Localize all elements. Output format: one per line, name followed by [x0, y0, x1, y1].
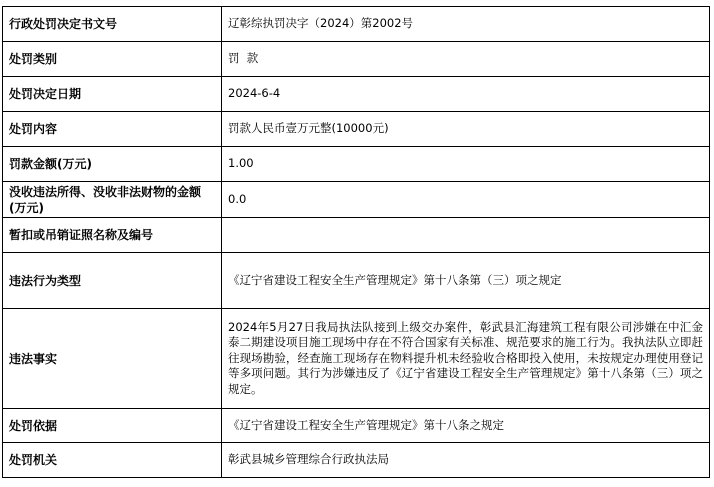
- row-label-document-number: 行政处罚决定书文号: [3, 7, 222, 42]
- row-value-document-number: 辽彰综执罚决字（2024）第2002号: [222, 7, 710, 42]
- row-value-penalty-category: 罚 款: [222, 42, 710, 77]
- row-label-violation-facts: 违法事实: [3, 309, 222, 409]
- row-value-penalty-content: 罚款人民币壹万元整(10000元): [222, 112, 710, 147]
- row-label-decision-date: 处罚决定日期: [3, 77, 222, 112]
- table-row: [3, 7, 710, 42]
- row-label-confiscation-amount: 没收违法所得、没收非法财物的金额(万元): [3, 182, 222, 218]
- row-label-fine-amount: 罚款金额(万元): [3, 147, 222, 182]
- row-label-penalty-authority: 处罚机关: [3, 443, 222, 478]
- table-row: [3, 253, 710, 309]
- row-value-violation-type: 《辽宁省建设工程安全生产管理规定》第十八条第（三）项之规定: [222, 253, 710, 309]
- table-row: [3, 77, 710, 112]
- row-label-violation-type: 违法行为类型: [3, 253, 222, 309]
- row-label-penalty-content: 处罚内容: [3, 112, 222, 147]
- row-label-license-revocation: 暂扣或吊销证照名称及编号: [3, 218, 222, 253]
- penalty-info-table: [2, 6, 710, 478]
- row-value-penalty-basis: 《辽宁省建设工程安全生产管理规定》第十八条之规定: [222, 409, 710, 443]
- row-label-penalty-basis: 处罚依据: [3, 409, 222, 443]
- table-row: [3, 42, 710, 77]
- table-row: [3, 147, 710, 182]
- row-value-violation-facts: 2024年5月27日我局执法队接到上级交办案件，彰武县汇海建筑工程有限公司涉嫌在中汇金泰二期建设项目施工现场中存在不符合国家有关标准、规范要求的施工行为。我执法队立即赶往现场勘验，经查施工现场存在物料提升机未经验收合格即投入使用，未按规定办理使用登记等多项问题。其行为涉嫌违反了《辽宁省建设工程安全生产管理规定》第十八条第（三）项之规定。: [222, 309, 710, 409]
- row-value-confiscation-amount: 0.0: [222, 182, 710, 218]
- row-value-penalty-authority: 彰武县城乡管理综合行政执法局: [222, 443, 710, 478]
- table-row: [3, 218, 710, 253]
- row-label-penalty-category: 处罚类别: [3, 42, 222, 77]
- table-row: [3, 443, 710, 478]
- table-row: [3, 409, 710, 443]
- table-row: [3, 182, 710, 218]
- table-row: [3, 309, 710, 409]
- row-value-decision-date: 2024-6-4: [222, 77, 710, 112]
- row-value-fine-amount: 1.00: [222, 147, 710, 182]
- table-row: [3, 112, 710, 147]
- row-value-license-revocation: [222, 218, 710, 253]
